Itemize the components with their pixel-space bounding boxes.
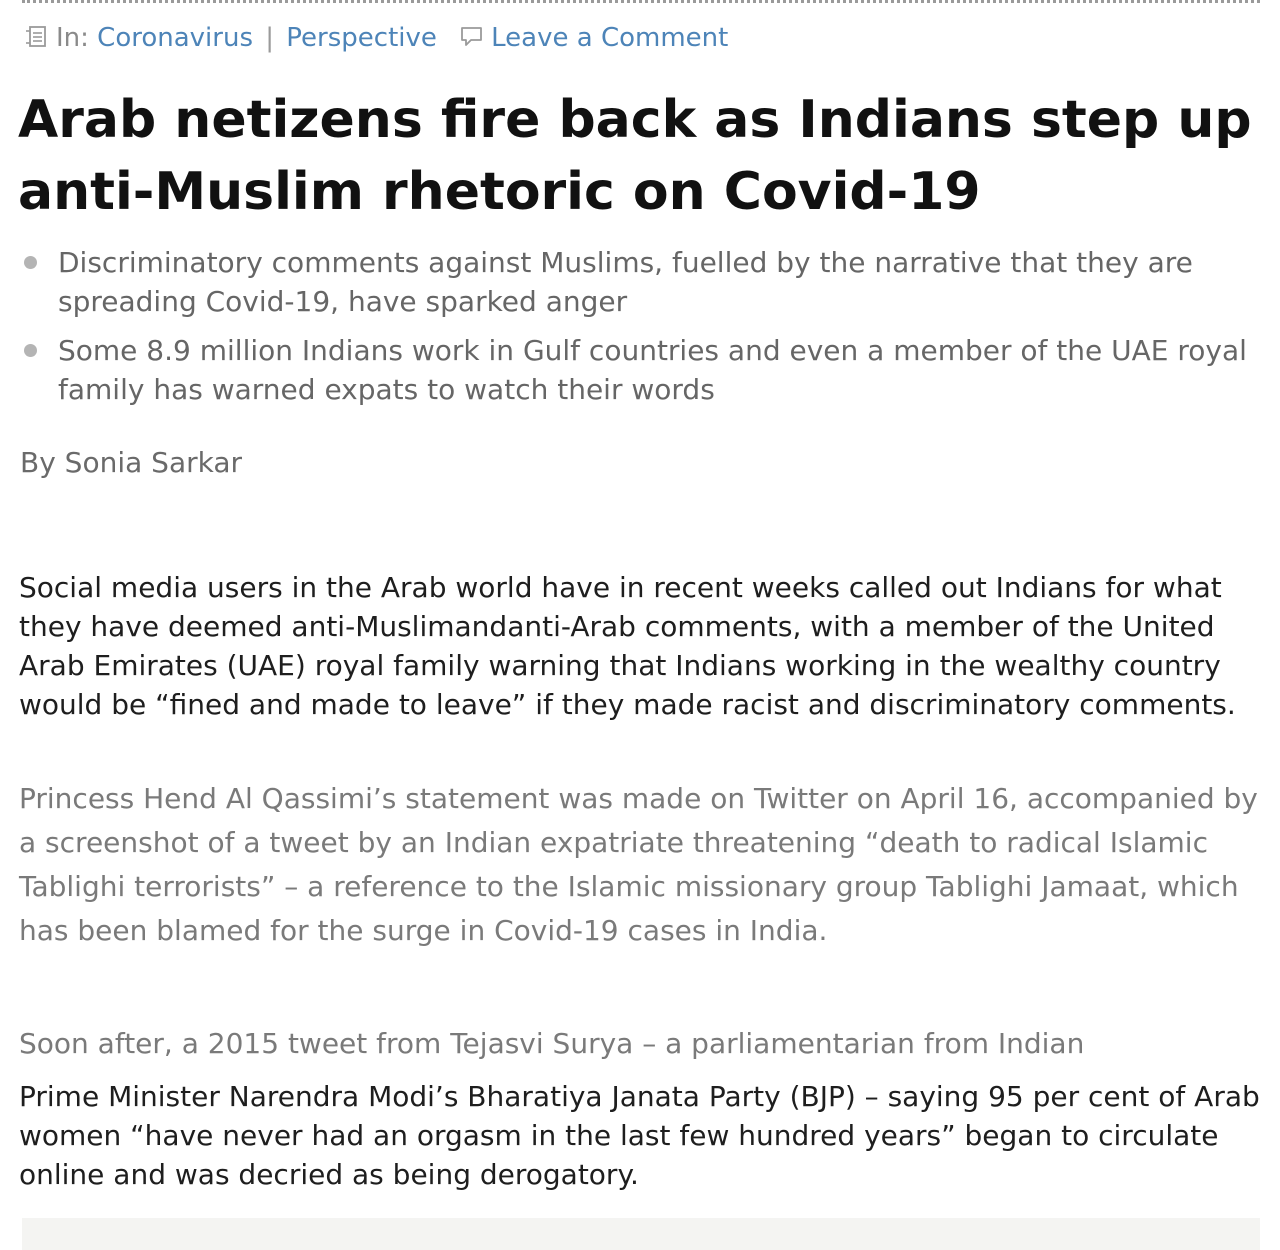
article-summary <box>20 243 1265 419</box>
category-link-perspective[interactable]: Perspective <box>286 23 437 53</box>
summary-item <box>20 331 1265 409</box>
leave-comment-link[interactable]: Leave a Comment <box>491 23 729 53</box>
byline: By Sonia Sarkar <box>20 446 243 479</box>
article-paragraph: Princess Hend Al Qassimi’s statement was made on Twitter on April 16, accompanied by a screenshot of a tweet by an Indian expatriate threatening “death to radical Islamic Tablighi terrorists” – a reference to the Islamic missionary group Tablighi Jamaat, which has been blamed for the surge in Covid-19 cases in India. <box>19 782 1258 947</box>
article-paragraph: Soon after, a 2015 tweet from Tejasvi Surya – a parliamentarian from Indian <box>19 1027 1085 1060</box>
article-title: Arab netizens fire back as Indians step up anti-Muslim rhetoric on Covid-19 <box>18 90 1252 222</box>
category-icon <box>24 24 50 50</box>
bullet-icon <box>24 256 37 269</box>
comment-icon <box>459 24 485 50</box>
bullet-icon <box>24 344 37 357</box>
summary-text: Some 8.9 million Indians work in Gulf countries and even a member of the UAE royal family has warned expats to watch their words <box>58 334 1247 406</box>
in-label: In: <box>56 23 89 53</box>
summary-item <box>20 243 1265 321</box>
summary-text: Discriminatory comments against Muslims, fuelled by the narrative that they are spreading Covid-19, have sparked anger <box>58 246 1193 318</box>
bottom-content-box <box>22 1218 1260 1250</box>
post-meta <box>24 20 728 56</box>
category-separator: | <box>265 23 275 53</box>
top-dotted-divider <box>22 0 1260 3</box>
article-paragraph: Prime Minister Narendra Modi’s Bharatiya Janata Party (BJP) – saying 95 per cent of Arab women “have never had an orgasm in the last few hundred years” began to circulate online and was decried as being derogatory. <box>19 1080 1260 1191</box>
article-paragraph: Social media users in the Arab world have in recent weeks called out Indians for what they have deemed anti-Muslimandanti-Arab comments, with a member of the United Arab Emirates (UAE) royal family warning that Indians working in the wealthy country would be “fined and made to leave” if they made racist and discriminatory comments. <box>19 571 1236 721</box>
category-link-coronavirus[interactable]: Coronavirus <box>97 23 253 53</box>
